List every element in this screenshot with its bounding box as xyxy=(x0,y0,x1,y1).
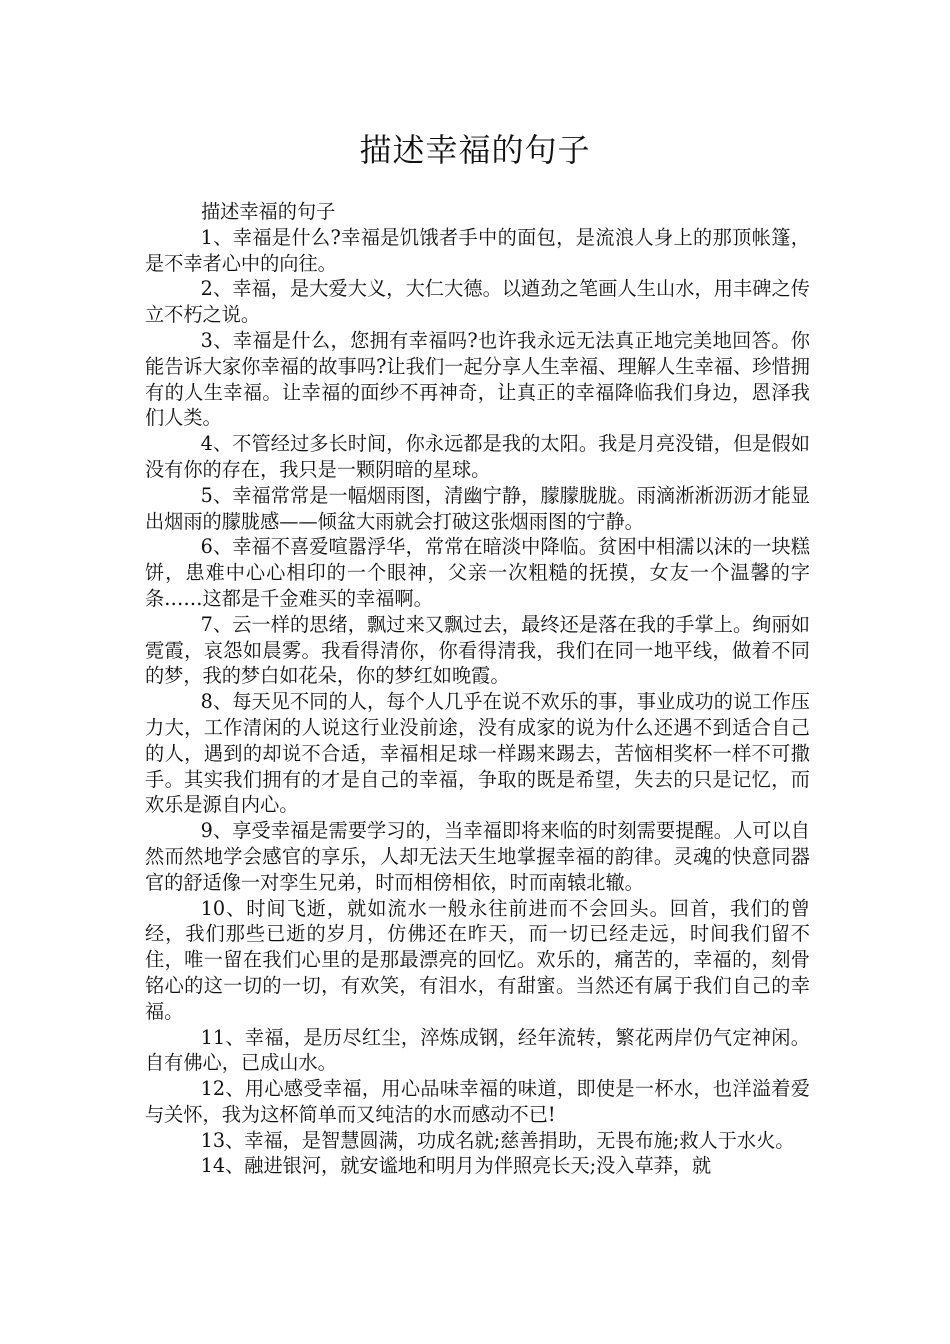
paragraph-10: 10、时间飞逝，就如流水一般永往前进而不会回头。回首，我们的曾经，我们那些已逝的岁月，仿佛还在昨天，而一切已经走远，时间我们留不住，唯一留在我们心里的是那最漂亮的回忆。欢乐的，痛苦的，幸福的，刻骨铭心的这一切的一切，有欢笑，有泪水，有甜蜜。当然还有属于我们自己的幸福。 xyxy=(145,896,810,1023)
paragraph-11: 11、幸福，是历尽红尘，淬炼成钢，经年流转，繁花两岸仍气定神闲。自有佛心，已成山水。 xyxy=(145,1025,810,1075)
paragraph-4: 4、不管经过多长时间，你永远都是我的太阳。我是月亮没错，但是假如没有你的存在，我只是一颗阴暗的星球。 xyxy=(145,432,810,481)
document-title: 描述幸福的句子 xyxy=(359,131,591,169)
document-body xyxy=(145,199,810,1179)
paragraph-14: 14、融进银河，就安谧地和明月为伴照亮长天;没入草莽，就 xyxy=(200,1154,712,1178)
paragraph-12: 12、用心感受幸福，用心品味幸福的味道，即使是一杯水，也洋溢着爱与关怀，我为这杯简单而又纯洁的水而感动不已! xyxy=(145,1077,810,1126)
paragraph-3: 3、幸福是什么，您拥有幸福吗?也许我永远无法真正地完美地回答。你能告诉大家你幸福的故事吗?让我们一起分享人生幸福、理解人生幸福、珍惜拥有的人生幸福。让幸福的面纱不再神奇，让真正的幸福降临我们身边，恩泽我们人类。 xyxy=(145,328,810,430)
paragraph-9: 9、享受幸福是需要学习的，当幸福即将来临的时刻需要提醒。人可以自然而然地学会感官的享乐，人却无法天生地掌握幸福的韵律。灵魂的快意同器官的舒适像一对孪生兄弟，时而相傍相依，时而南辕北辙。 xyxy=(145,819,810,894)
paragraph-1: 1、幸福是什么?幸福是饥饿者手中的面包，是流浪人身上的那顶帐篷，是不幸者心中的向往。 xyxy=(145,225,810,275)
paragraph-2: 2、幸福，是大爱大义，大仁大德。以遒劲之笔画人生山水，用丰碑之传立不朽之说。 xyxy=(145,277,810,327)
paragraph-6: 6、幸福不喜爱喧嚣浮华，常常在暗淡中降临。贫困中相濡以沫的一块糕饼，患难中心心相印的一个眼神，父亲一次粗糙的抚摸，女友一个温馨的字条……这都是千金难买的幸福啊。 xyxy=(145,535,810,610)
paragraph-8: 8、每天见不同的人，每个人几乎在说不欢乐的事，事业成功的说工作压力大，工作清闲的人说这行业没前途，没有成家的说为什么还遇不到适合自己的人，遇到的却说不合适，幸福相足球一样踢来踢去，苦恼相奖杯一样不可撒手。其实我们拥有的才是自己的幸福，争取的既是希望，失去的只是记忆，而欢乐是源自内心。 xyxy=(145,690,810,817)
paragraph-13: 13、幸福，是智慧圆满，功成名就;慈善捐助，无畏布施;救人于水火。 xyxy=(200,1128,795,1152)
paragraph-7: 7、云一样的思绪，飘过来又飘过去，最终还是落在我的手掌上。绚丽如霓霞，哀怨如晨雾。我看得清你，你看得清我，我们在同一地平线，做着不同的梦，我的梦白如花朵，你的梦红如晚霞。 xyxy=(145,612,810,688)
paragraph-5: 5、幸福常常是一幅烟雨图，清幽宁静，朦朦胧胧。雨滴淅淅沥沥才能显出烟雨的朦胧感——倾盆大雨就会打破这张烟雨图的宁静。 xyxy=(145,483,810,533)
document-subtitle: 描述幸福的句子 xyxy=(201,200,336,223)
